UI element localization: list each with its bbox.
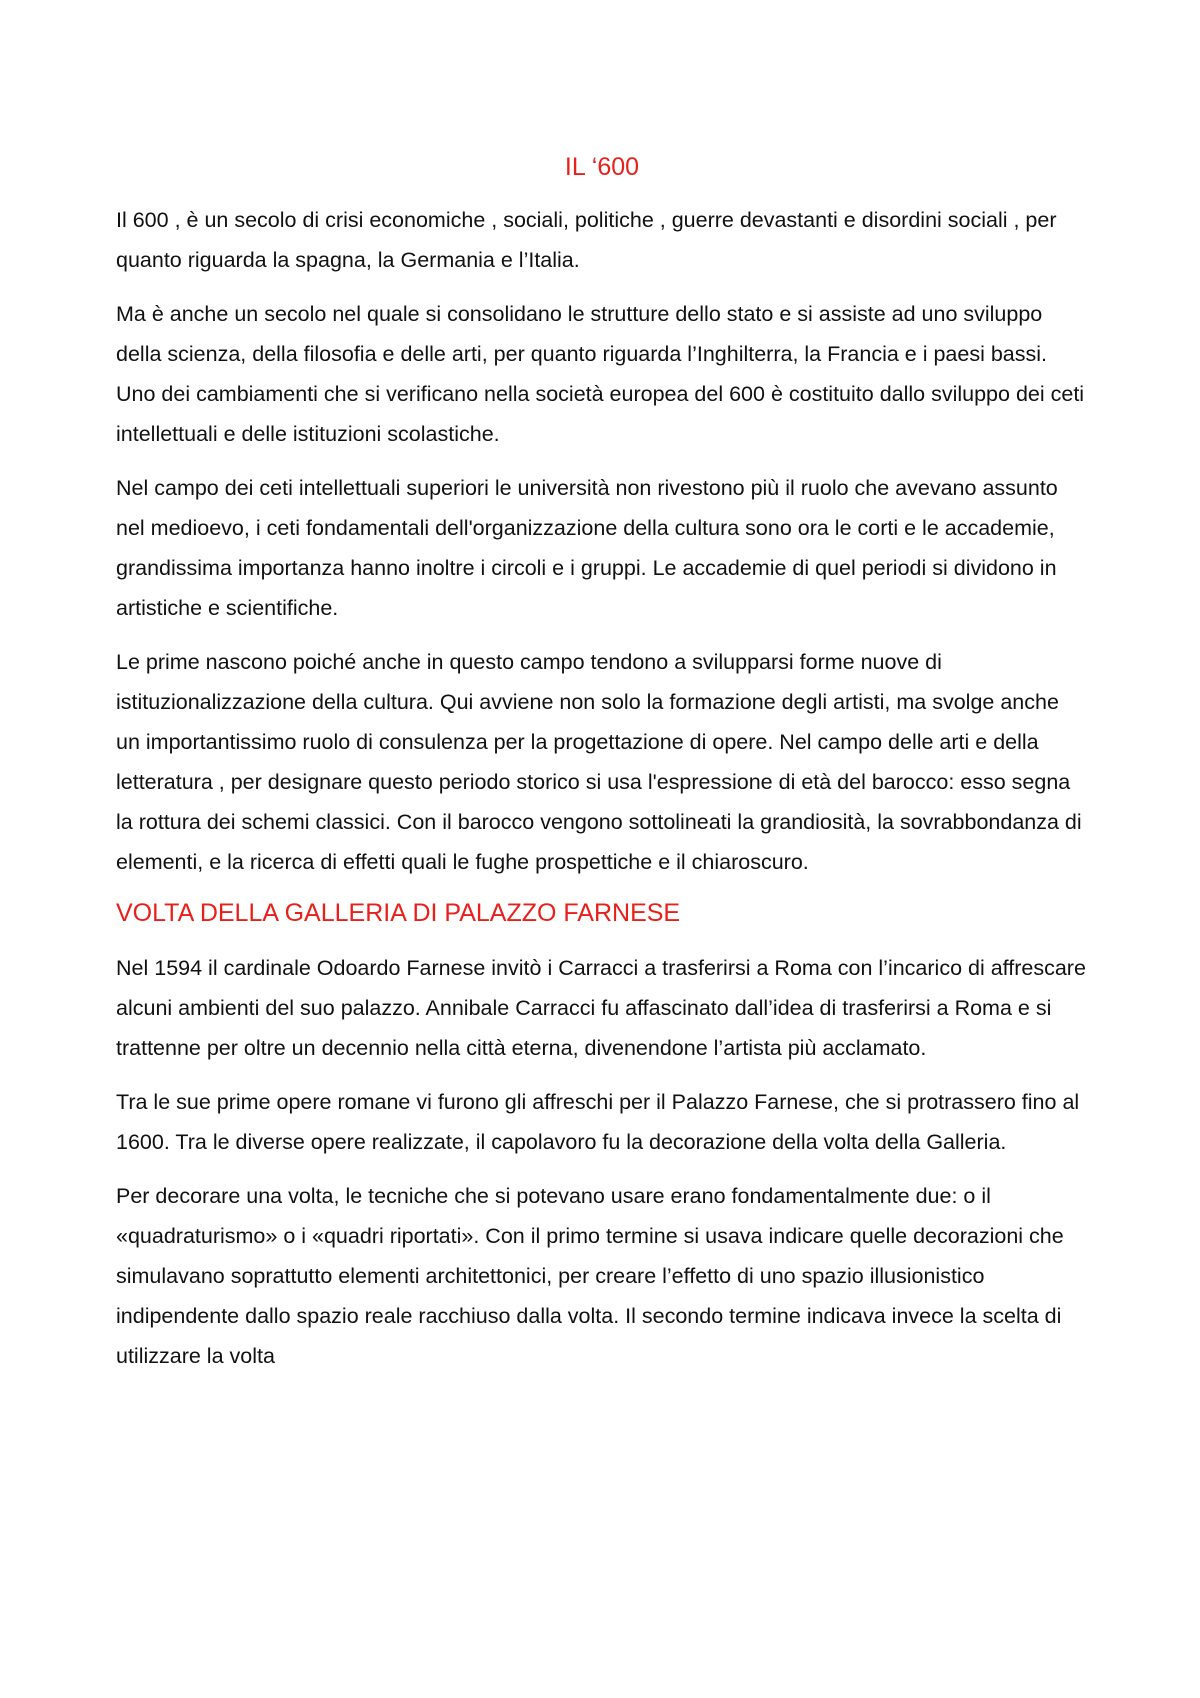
paragraph: Per decorare una volta, le tecniche che si potevano usare erano fondamentalmente due: o il «quadraturismo» o i «quadri riportati». Con il primo termine si usava indicare quelle decorazioni che simulavano soprattutto elementi architettonici, per creare l’effetto di uno spazio illusionistico indipendente dallo spazio reale racchiuso dalla volta. Il secondo termine indicava invece la scelta di utilizzare la volta: [116, 1184, 1064, 1368]
paragraph: Ma è anche un secolo nel quale si consolidano le strutture dello stato e si assiste ad uno sviluppo della scienza, della filosofia e delle arti, per quanto riguarda l’Inghilterra, la Francia e i paesi bassi. Uno dei cambiamenti che si verificano nella società europea del 600 è costituito dallo sviluppo dei ceti intellettuali e delle istituzioni scolastiche.: [116, 302, 1085, 446]
paragraph: Tra le sue prime opere romane vi furono gli affreschi per il Palazzo Farnese, che si protrassero fino al 1600. Tra le diverse opere realizzate, il capolavoro fu la decorazione della volta della Galleria.: [116, 1090, 1080, 1154]
paragraph: Nel campo dei ceti intellettuali superiori le università non rivestono più il ruolo che avevano assunto nel medioevo, i ceti fondamentali dell'organizzazione della cultura sono ora le corti e le accademie, grandissima importanza hanno inoltre i circoli e i gruppi. Le accademie di quel periodi si dividono in artistiche e scientifiche.: [116, 476, 1058, 620]
section-heading: VOLTA DELLA GALLERIA DI PALAZZO FARNESE: [116, 899, 681, 927]
document-title: IL ‘600: [564, 153, 640, 181]
paragraph: Nel 1594 il cardinale Odoardo Farnese invitò i Carracci a trasferirsi a Roma con l’incarico di affrescare alcuni ambienti del suo palazzo. Annibale Carracci fu affascinato dall’idea di trasferirsi a Roma e si trattenne per oltre un decennio nella città eterna, divenendone l’artista più acclamato.: [116, 956, 1086, 1060]
paragraph: Le prime nascono poiché anche in questo campo tendono a svilupparsi forme nuove di istituzionalizzazione della cultura. Qui avviene non solo la formazione degli artisti, ma svolge anche un importantissimo ruolo di consulenza per la progettazione di opere. Nel campo delle arti e della letteratura , per designare questo periodo storico si usa l'espressione di età del barocco: esso segna la rottura dei schemi classici. Con il barocco vengono sottolineati la grandiosità, la sovrabbondanza di elementi, e la ricerca di effetti quali le fughe prospettiche e il chiaroscuro.: [116, 650, 1082, 874]
paragraph: Il 600 , è un secolo di crisi economiche , sociali, politiche , guerre devastanti e disordini sociali , per quanto riguarda la spagna, la Germania e l’Italia.: [116, 208, 1057, 272]
